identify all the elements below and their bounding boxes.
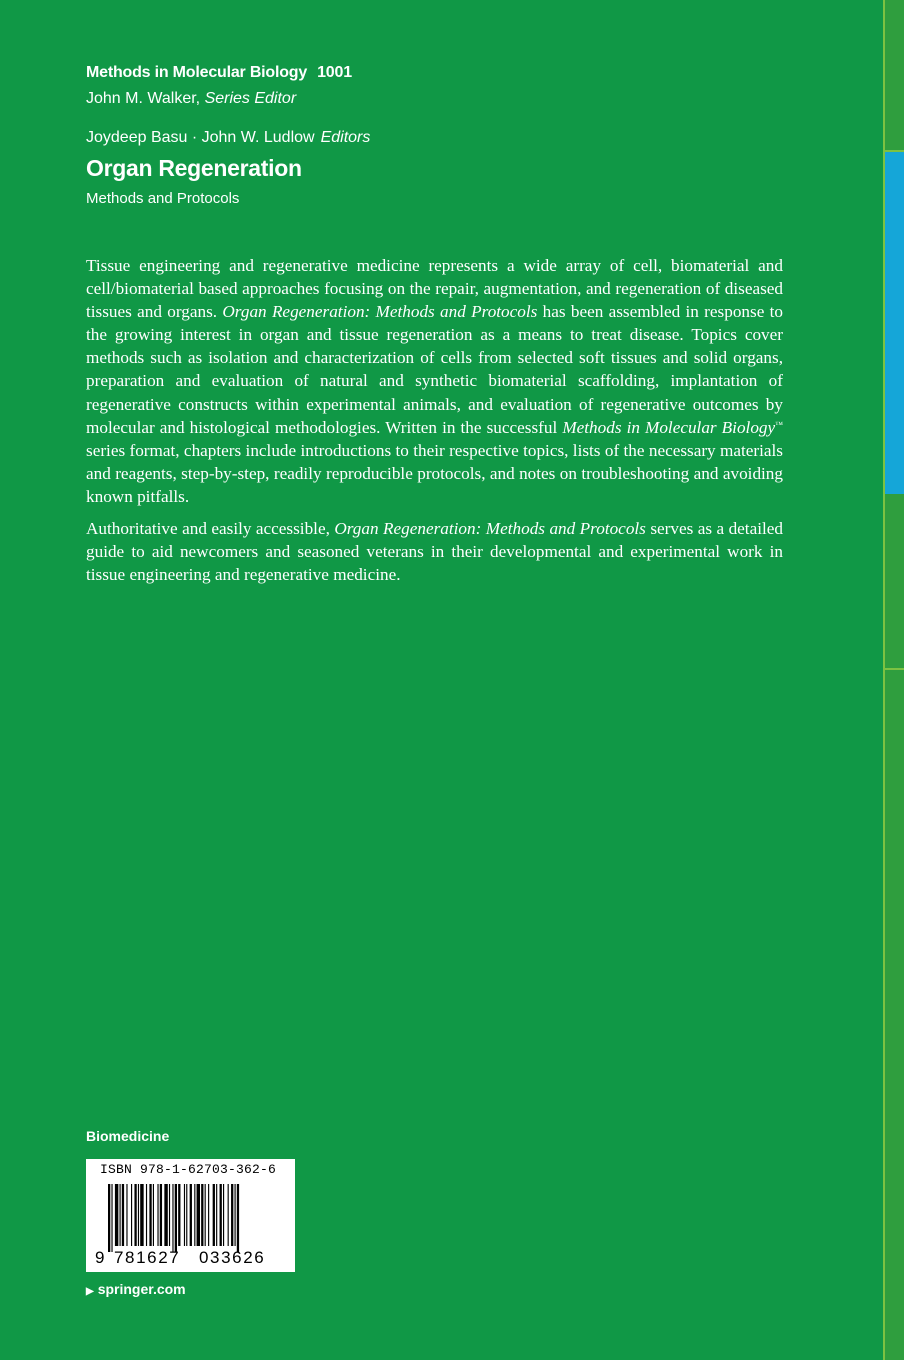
barcode-bar <box>160 1184 162 1246</box>
text-run: series format, chapters include introductions to their respective topics, lists of the necessary materials and reagents, step-by-step, readily reproducible protocols, and notes on troubleshooting and avoiding known pitfalls. <box>86 440 783 506</box>
barcode-bar <box>223 1184 224 1246</box>
barcode-bar <box>157 1184 158 1246</box>
barcode-bar <box>208 1184 209 1246</box>
barcode-bar <box>120 1184 121 1246</box>
description-paragraph-1 <box>86 254 783 508</box>
series-editor-role: Series Editor <box>204 90 297 107</box>
ean-left-digits: 781627 <box>114 1248 181 1267</box>
barcode-bar <box>184 1184 185 1246</box>
series-name: Methods in Molecular Biology <box>86 64 308 81</box>
book-title: Organ Regeneration <box>86 155 302 181</box>
barcode-bar <box>111 1184 112 1252</box>
ean-first-digit: 9 <box>95 1248 107 1267</box>
barcode-bar <box>190 1184 192 1246</box>
book-editors-line <box>86 129 370 147</box>
barcode-bar <box>205 1184 206 1246</box>
barcode-bar <box>231 1184 233 1246</box>
publisher-website[interactable] <box>86 1281 186 1297</box>
italic-title: Organ Regeneration: Methods and Protocols <box>222 302 538 322</box>
barcode-bar <box>108 1184 110 1252</box>
triangle-right-icon: ▶ <box>86 1286 94 1297</box>
barcode-bar <box>131 1184 132 1246</box>
book-subtitle: Methods and Protocols <box>86 190 240 207</box>
barcode-bar <box>213 1184 215 1246</box>
subject-category: Biomedicine <box>86 1128 170 1144</box>
ean-right-digits: 033626 <box>199 1248 266 1267</box>
isbn-barcode <box>86 1159 295 1272</box>
text-run: Tissue engineering and regenerative medicine represents a wide array of cell, biomaterial and cell/biomaterial based approaches focusing on the repair, augmentation, and regeneration of diseased tissues and organs. <box>86 256 783 322</box>
book-editors: Joydeep Basu · John W. Ludlow <box>86 129 315 146</box>
barcode-bar <box>122 1184 124 1246</box>
barcode-bar <box>172 1184 173 1252</box>
barcode-bar <box>235 1184 236 1246</box>
series-line <box>86 64 352 82</box>
text-run: serves as a detailed guide to aid newcomers and seasoned veterans in their developmental and experimental work in tissue engineering and regenerative medicine. <box>86 519 783 585</box>
spine-divider <box>885 668 904 670</box>
barcode-bar <box>169 1184 170 1246</box>
barcode-bar <box>134 1184 136 1246</box>
series-editor-line <box>86 90 296 108</box>
italic-series: Methods in Molecular Biology <box>562 417 776 437</box>
book-description <box>86 254 783 595</box>
text-run: Authoritative and easily accessible, <box>86 519 335 539</box>
spine-divider <box>885 150 904 152</box>
italic-title: Organ Regeneration: Methods and Protocols <box>334 519 646 539</box>
barcode-bar <box>149 1184 151 1246</box>
barcode-bars <box>108 1184 274 1252</box>
barcode-bar <box>175 1184 177 1252</box>
description-paragraph-2 <box>86 517 783 586</box>
barcode-bar <box>146 1184 147 1246</box>
series-number: 1001 <box>317 64 352 81</box>
trademark-symbol: ™ <box>775 419 783 429</box>
text-run: has been assembled in response to the growing interest in organ and tissue regeneration as a means to treat disease. Topics cover methods such as isolation and characterization of cells from selected soft tissues and solid organs, preparation and evaluation of natural and synthetic biomaterial scaffolding, implantation of regenerative constructs within experimental animals, and evaluation of regenerative outcomes by molecular and histological methodologies. Written in the successful <box>86 302 783 437</box>
barcode-bar <box>164 1184 167 1246</box>
barcode-bar <box>115 1184 118 1246</box>
barcode-bar <box>153 1184 154 1246</box>
barcode-bar <box>186 1184 187 1246</box>
editors-label: Editors <box>320 129 371 146</box>
barcode-bar <box>178 1184 180 1246</box>
barcode-bar <box>228 1184 229 1246</box>
barcode-bar <box>216 1184 217 1246</box>
barcode-bar <box>197 1184 200 1246</box>
barcode-bar <box>126 1184 127 1246</box>
ean-digits <box>86 1248 295 1270</box>
spine-accent-bar <box>885 150 904 494</box>
barcode-bar <box>140 1184 143 1246</box>
barcode-bar <box>138 1184 139 1246</box>
isbn-text: ISBN 978-1-62703-362-6 <box>100 1162 277 1177</box>
barcode-bar <box>220 1184 222 1246</box>
barcode-bar <box>201 1184 203 1246</box>
barcode-bar <box>194 1184 195 1246</box>
website-text: springer.com <box>97 1281 186 1297</box>
series-editor-name: John M. Walker, <box>86 90 205 107</box>
barcode-bar <box>237 1184 239 1252</box>
